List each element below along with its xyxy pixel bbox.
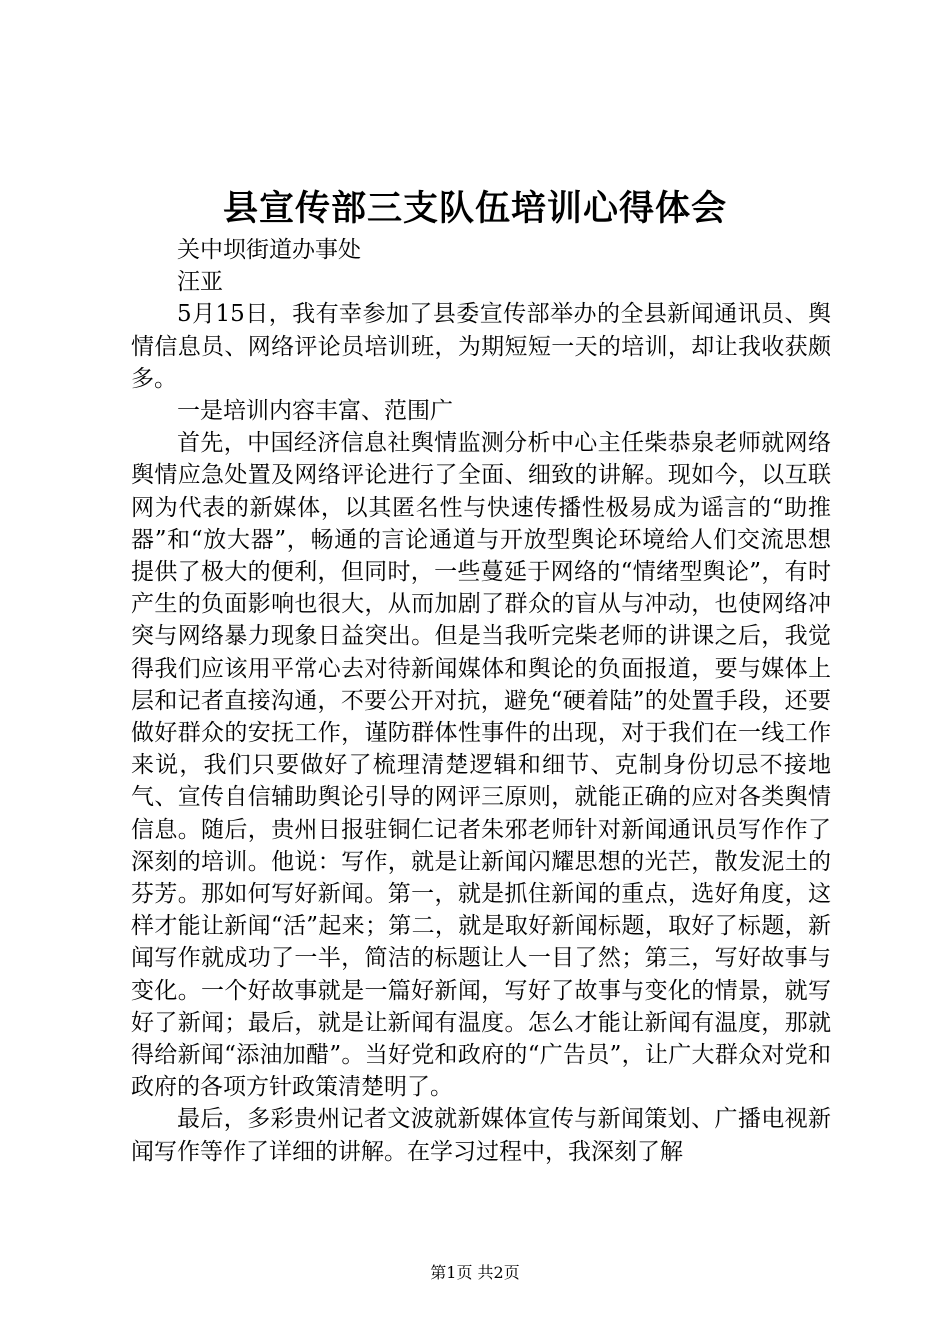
- author-organization: 关中坝街道办事处: [177, 237, 361, 263]
- paragraph-body: 首先，中国经济信息社舆情监测分析中心主任柴恭泉老师就网络舆情应急处置及网络评论进行了全面、细致的讲解。现如今，以互联网为代表的新媒体，以其匿名性与快速传播性极易成为谣言的“助推器”和“放大器”，畅通的言论通道与开放型舆论环境给人们交流思想提供了极大的便利，但同时，一些蔓延于网络的“情绪型舆论”，有时产生的负面影响也很大，从而加剧了群众的盲从与冲动，也使网络冲突与网络暴力现象日益突出。但是当我听完柴老师的讲课之后，我觉得我们应该用平常心去对待新闻媒体和舆论的负面报道，要与媒体上层和记者直接沟通，不要公开对抗，避免“硬着陆”的处置手段，还要做好群众的安抚工作，谨防群体性事件的出现，对于我们在一线工作来说，我们只要做好了梳理清楚逻辑和细节、克制身份切忌不接地气、宣传自信辅助舆论引导的网评三原则，就能正确的应对各类舆情信息。随后，贵州日报驻铜仁记者朱邪老师针对新闻通讯员写作作了深刻的培训。他说：写作，就是让新闻闪耀思想的光芒，散发泥土的芬芳。那如何写好新闻。第一，就是抓住新闻的重点，选好角度，这样才能让新闻“活”起来；第二，就是取好新闻标题，取好了标题，新闻写作就成功了一半，简洁的标题让人一目了然；第三，写好故事与变化。一个好故事就是一篇好新闻，写好了故事与变化的情景，就写好了新闻；最后，就是让新闻有温度。怎么才能让新闻有温度，那就得给新闻“添油加醋”。当好党和政府的“广告员”，让广大群众对党和政府的各项方针政策清楚明了。: [131, 430, 831, 1101]
- author-name: 汪亚: [177, 269, 223, 296]
- paragraph-intro: 5月15日，我有幸参加了县委宣传部举办的全县新闻通讯员、舆情信息员、网络评论员培训班，为期短短一天的培训，却让我收获颇多。: [131, 301, 831, 392]
- document-body: [131, 234, 831, 1168]
- section-heading: 一是培训内容丰富、范围广: [177, 398, 453, 425]
- document-title: 县宣传部三支队伍培训心得体会: [222, 188, 727, 229]
- paragraph-last: 最后，多彩贵州记者文波就新媒体宣传与新闻策划、广播电视新闻写作等作了详细的讲解。在学习过程中，我深刻了解: [131, 1106, 831, 1165]
- page-number-footer: 第1页 共2页: [430, 1263, 520, 1282]
